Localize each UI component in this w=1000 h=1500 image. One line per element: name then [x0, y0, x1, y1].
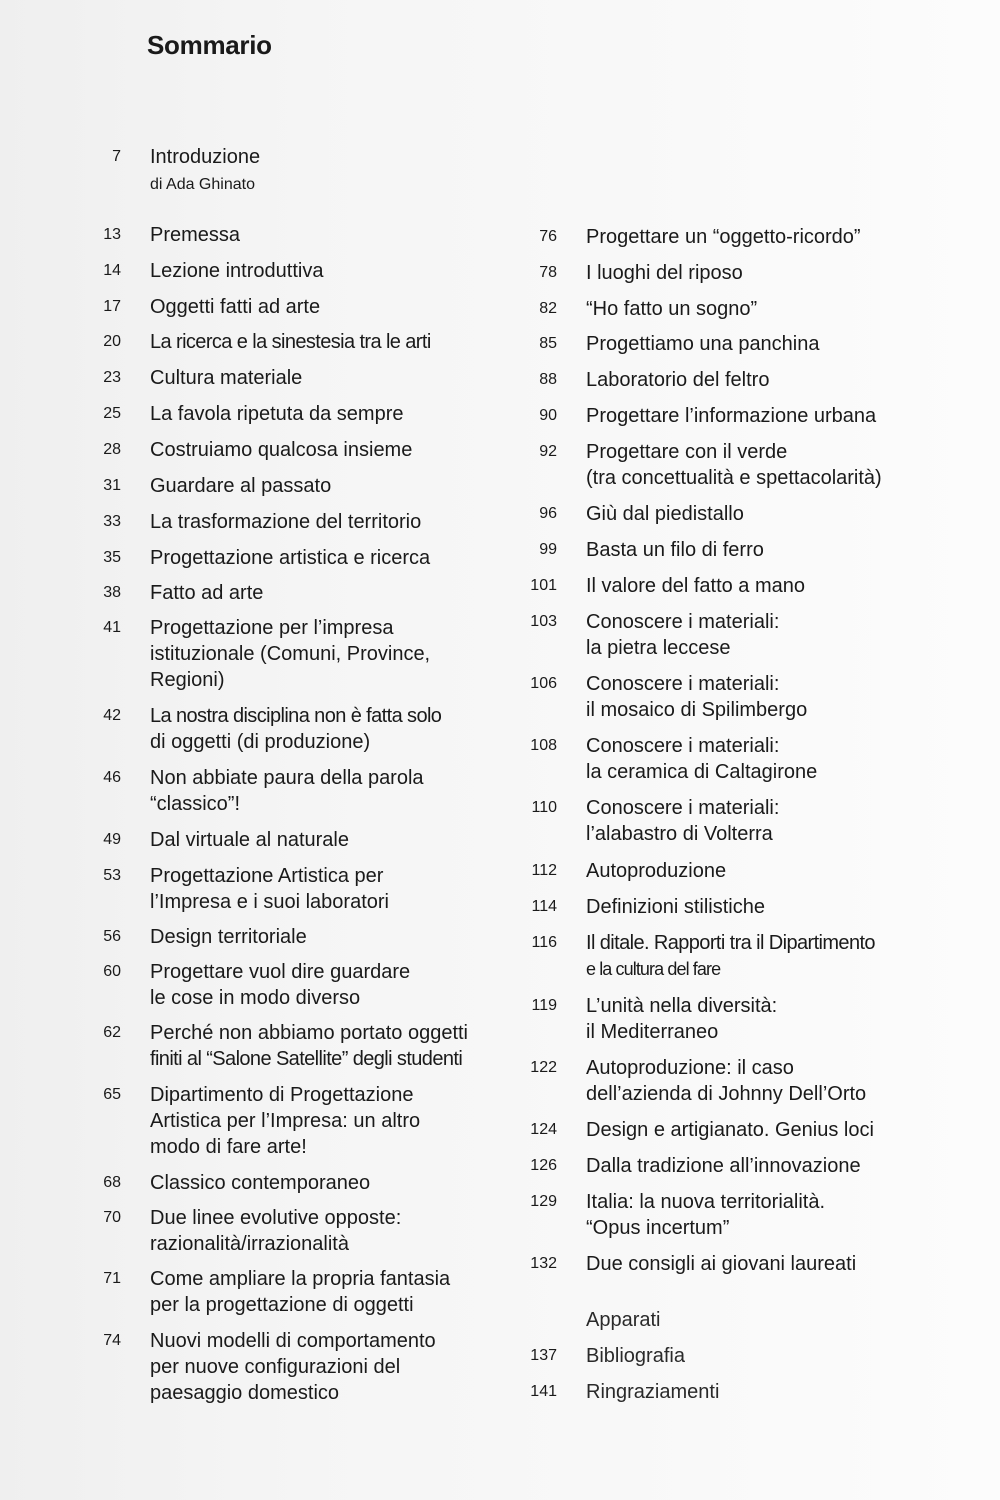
toc-entry-line: La trasformazione del territorio — [150, 511, 422, 533]
toc-entry-title — [586, 795, 779, 847]
toc-entry-line: dell’azienda di Johnny Dell’Orto — [586, 1083, 867, 1105]
toc-entry-line: Oggetti fatti ad arte — [150, 296, 321, 318]
toc-entry-line: Regioni) — [150, 669, 225, 691]
toc-entry-title — [150, 1205, 401, 1257]
toc-entry-title — [586, 930, 875, 982]
toc-entry-title — [586, 403, 876, 429]
toc-entry-title — [150, 258, 323, 284]
toc-entry-title — [586, 671, 807, 723]
toc-entry-title — [150, 1328, 436, 1406]
toc-entry-title — [586, 733, 817, 785]
toc-entry-line: Perché non abbiamo portato oggetti — [150, 1022, 468, 1044]
toc-page-number: 103 — [530, 613, 557, 630]
toc-entry-line: Nuovi modelli di comportamento — [150, 1330, 436, 1352]
toc-page-number: 114 — [531, 898, 557, 915]
toc-page-number: 41 — [103, 619, 121, 636]
appendix-heading: Apparati — [586, 1309, 661, 1331]
toc-entry-line: Guardare al passato — [150, 475, 332, 497]
toc-entry-line: “Opus incertum” — [586, 1217, 730, 1239]
toc-entry-line: Autoproduzione: il caso — [586, 1057, 794, 1079]
toc-entry-title — [150, 924, 307, 950]
toc-entry-title — [150, 509, 421, 535]
toc-entry-title — [150, 1170, 370, 1196]
toc-entry-title — [150, 294, 320, 320]
toc-entry-line: La favola ripetuta da sempre — [150, 403, 404, 425]
toc-page-number: 108 — [530, 737, 557, 754]
toc-page-number: 31 — [103, 477, 121, 494]
toc-page-number: 106 — [530, 675, 557, 692]
toc-entry-line: paesaggio domestico — [150, 1382, 340, 1404]
toc-page-number: 53 — [103, 867, 121, 884]
toc-entry-title — [586, 224, 861, 250]
toc-page-number: 71 — [103, 1270, 121, 1287]
toc-entry-title — [150, 545, 430, 571]
toc-page-number: 116 — [531, 934, 557, 951]
toc-entry-line: (tra concettualità e spettacolarità) — [586, 467, 882, 489]
toc-entry-line: la pietra leccese — [586, 637, 731, 659]
toc-entry-line: Premessa — [150, 224, 241, 246]
toc-page-number: 85 — [539, 335, 557, 352]
toc-page-number: 74 — [103, 1332, 121, 1349]
toc-entry-title — [150, 1082, 420, 1160]
toc-entry-line: e la cultura del fare — [586, 959, 721, 979]
toc-entry-title — [586, 1251, 856, 1277]
toc-entry-title — [150, 863, 389, 915]
toc-page-number: 119 — [531, 997, 557, 1014]
toc-entry-line: Progettare l’informazione urbana — [586, 405, 877, 427]
toc-page-number: 14 — [103, 262, 121, 279]
toc-entry-line: Non abbiate paura della parola — [150, 767, 424, 789]
toc-entry-line: La ricerca e la sinestesia tra le arti — [150, 331, 431, 353]
toc-entry-line: Conoscere i materiali: — [586, 611, 780, 633]
toc-entry-title: Introduzione — [150, 146, 261, 168]
toc-entry-line: istituzionale (Comuni, Province, — [150, 643, 431, 665]
toc-entry-line: Fatto ad arte — [150, 582, 264, 604]
toc-entry-title — [586, 993, 777, 1045]
toc-entry-line: Dipartimento di Progettazione — [150, 1084, 414, 1106]
toc-page-number: 23 — [103, 369, 121, 386]
toc-page-number: 110 — [531, 799, 557, 816]
toc-page-number: 42 — [103, 707, 121, 724]
toc-page-number: 126 — [530, 1157, 557, 1174]
toc-page-number: 49 — [103, 831, 121, 848]
toc-entry-title — [150, 401, 404, 427]
toc-page-number: 137 — [530, 1347, 557, 1364]
toc-page-number: 46 — [103, 769, 121, 786]
toc-entry-line: Due linee evolutive opposte: — [150, 1207, 402, 1229]
toc-entry-title — [586, 1055, 866, 1107]
toc-page-number: 141 — [530, 1383, 557, 1400]
toc-entry-title — [586, 858, 726, 884]
toc-entry-line: Cultura materiale — [150, 367, 303, 389]
toc-page-number: 7 — [112, 148, 121, 165]
toc-entry-line: Dalla tradizione all’innovazione — [586, 1155, 861, 1177]
toc-entry-line: per la progettazione di oggetti — [150, 1294, 414, 1316]
toc-entry-line: Italia: la nuova territorialità. — [586, 1191, 826, 1213]
toc-page-number: 129 — [530, 1193, 557, 1210]
toc-entry-line: Progettare un “oggetto-ricordo” — [586, 226, 861, 248]
toc-entry-line: Conoscere i materiali: — [586, 673, 780, 695]
toc-entry-line: “Ho fatto un sogno” — [586, 298, 758, 320]
toc-page-number: 56 — [103, 928, 121, 945]
toc-page-number: 90 — [539, 407, 557, 424]
toc-entry-title: Bibliografia — [586, 1345, 685, 1367]
toc-entry-line: La nostra disciplina non è fatta solo — [150, 705, 442, 727]
toc-entry-line: Conoscere i materiali: — [586, 797, 780, 819]
toc-entry-title — [586, 1153, 861, 1179]
toc-entry-title — [150, 615, 430, 693]
toc-page-number: 35 — [103, 549, 121, 566]
toc-entry-line: le cose in modo diverso — [150, 987, 361, 1009]
toc-entry-title — [150, 827, 349, 853]
toc-entry-line: Il ditale. Rapporti tra il Dipartimento — [586, 932, 875, 954]
toc-page-number: 76 — [539, 228, 557, 245]
toc-entry-line: Design territoriale — [150, 926, 307, 948]
toc-page-number: 38 — [103, 584, 121, 601]
toc-entry-line: L’unità nella diversità: — [586, 995, 778, 1017]
toc-entry-author: di Ada Ghinato — [150, 176, 255, 193]
toc-page-number: 88 — [539, 371, 557, 388]
toc-entry-line: Come ampliare la propria fantasia — [150, 1268, 451, 1290]
toc-entry-title — [150, 437, 412, 463]
toc-entry-line: Dal virtuale al naturale — [150, 829, 349, 851]
toc-page-number: 78 — [539, 264, 557, 281]
toc-page-number: 25 — [103, 405, 121, 422]
toc-page-number: 96 — [539, 505, 557, 522]
toc-page-number: 70 — [103, 1209, 121, 1226]
toc-entry-line: Giù dal piedistallo — [586, 503, 744, 525]
toc-page-number: 13 — [103, 226, 121, 243]
toc-entry-title: Ringraziamenti — [586, 1381, 720, 1403]
toc-entry-line: la ceramica di Caltagirone — [586, 761, 818, 783]
toc-entry-title — [150, 765, 424, 817]
toc-page-number: 33 — [103, 513, 121, 530]
toc-entry-line: Progettare vuol dire guardare — [150, 961, 411, 983]
toc-page-number: 112 — [531, 862, 557, 879]
toc-entry-line: Progettiamo una panchina — [586, 333, 820, 355]
toc-entry-line: l’Impresa e i suoi laboratori — [150, 891, 389, 913]
toc-page-number: 124 — [530, 1121, 557, 1138]
toc-entry-title — [150, 1266, 450, 1318]
toc-entry-line: Conoscere i materiali: — [586, 735, 780, 757]
toc-entry-line: finiti al “Salone Satellite” degli studenti — [150, 1048, 463, 1070]
toc-entry-line: l’alabastro di Volterra — [586, 823, 773, 845]
toc-page-number: 101 — [530, 577, 557, 594]
toc-entry-title — [586, 439, 882, 491]
toc-entry-line: di oggetti (di produzione) — [150, 731, 371, 753]
toc-entry-title — [586, 260, 743, 286]
toc-page-number: 122 — [530, 1059, 557, 1076]
toc-entry-title — [150, 1020, 468, 1072]
toc-entry-line: Definizioni stilistiche — [586, 896, 765, 918]
toc-entry-title — [586, 537, 764, 563]
toc-entry-line: il mosaico di Spilimbergo — [586, 699, 808, 721]
toc-page-number: 60 — [103, 963, 121, 980]
toc-entry-line: I luoghi del riposo — [586, 262, 743, 284]
toc-entry-line: “classico”! — [150, 793, 241, 815]
toc-page-number: 132 — [530, 1255, 557, 1272]
toc-page-number: 28 — [103, 441, 121, 458]
toc-entry-line: razionalità/irrazionalità — [150, 1233, 349, 1255]
toc-entry-line: Progettare con il verde — [586, 441, 788, 463]
toc-page-number: 17 — [103, 298, 121, 315]
toc-entry-line: Progettazione per l’impresa — [150, 617, 394, 639]
toc-entry-line: Progettazione Artistica per — [150, 865, 384, 887]
toc-entry-title — [150, 703, 441, 755]
toc-entry-title — [150, 222, 240, 248]
toc-entry-title — [586, 296, 757, 322]
toc-entry-title — [586, 1189, 825, 1241]
toc-entry-title — [586, 573, 805, 599]
toc-entry-title — [150, 365, 302, 391]
toc-entry-line: Design e artigianato. Genius loci — [586, 1119, 874, 1141]
toc-entry-line: Laboratorio del feltro — [586, 369, 770, 391]
toc-entry-line: Lezione introduttiva — [150, 260, 324, 282]
toc-entry-line: Autoproduzione — [586, 860, 727, 882]
toc-entry-title — [586, 609, 779, 661]
toc-entry-title — [586, 501, 744, 527]
toc-entry-line: il Mediterraneo — [586, 1021, 719, 1043]
toc-entry-title — [150, 329, 431, 355]
toc-entry-line: Costruiamo qualcosa insieme — [150, 439, 413, 461]
toc-entry-line: Due consigli ai giovani laureati — [586, 1253, 857, 1275]
toc-entry-line: Artistica per l’Impresa: un altro — [150, 1110, 421, 1132]
toc-entry-title — [150, 473, 331, 499]
toc-page-number: 82 — [539, 300, 557, 317]
toc-entry-line: per nuove configurazioni del — [150, 1356, 401, 1378]
toc-page-number: 62 — [103, 1024, 121, 1041]
toc-page-number: 65 — [103, 1086, 121, 1103]
toc-entry-title — [586, 331, 820, 357]
page-title: Sommario — [147, 30, 272, 60]
toc-entry-line: Basta un filo di ferro — [586, 539, 764, 561]
toc-entry-line: Classico contemporaneo — [150, 1172, 371, 1194]
toc-entry-title — [150, 959, 410, 1011]
toc-page-number: 92 — [539, 443, 557, 460]
toc-entry-title — [586, 894, 765, 920]
toc-page-number: 99 — [539, 541, 557, 558]
toc-page-number: 68 — [103, 1174, 121, 1191]
toc-entry-title — [586, 1117, 874, 1143]
toc-entry-title — [586, 367, 769, 393]
toc-page-number: 20 — [103, 333, 121, 350]
toc-entry-line: modo di fare arte! — [150, 1136, 307, 1158]
toc-entry-line: Il valore del fatto a mano — [586, 575, 806, 597]
toc-entry-line: Progettazione artistica e ricerca — [150, 547, 431, 569]
toc-entry-title — [150, 580, 263, 606]
